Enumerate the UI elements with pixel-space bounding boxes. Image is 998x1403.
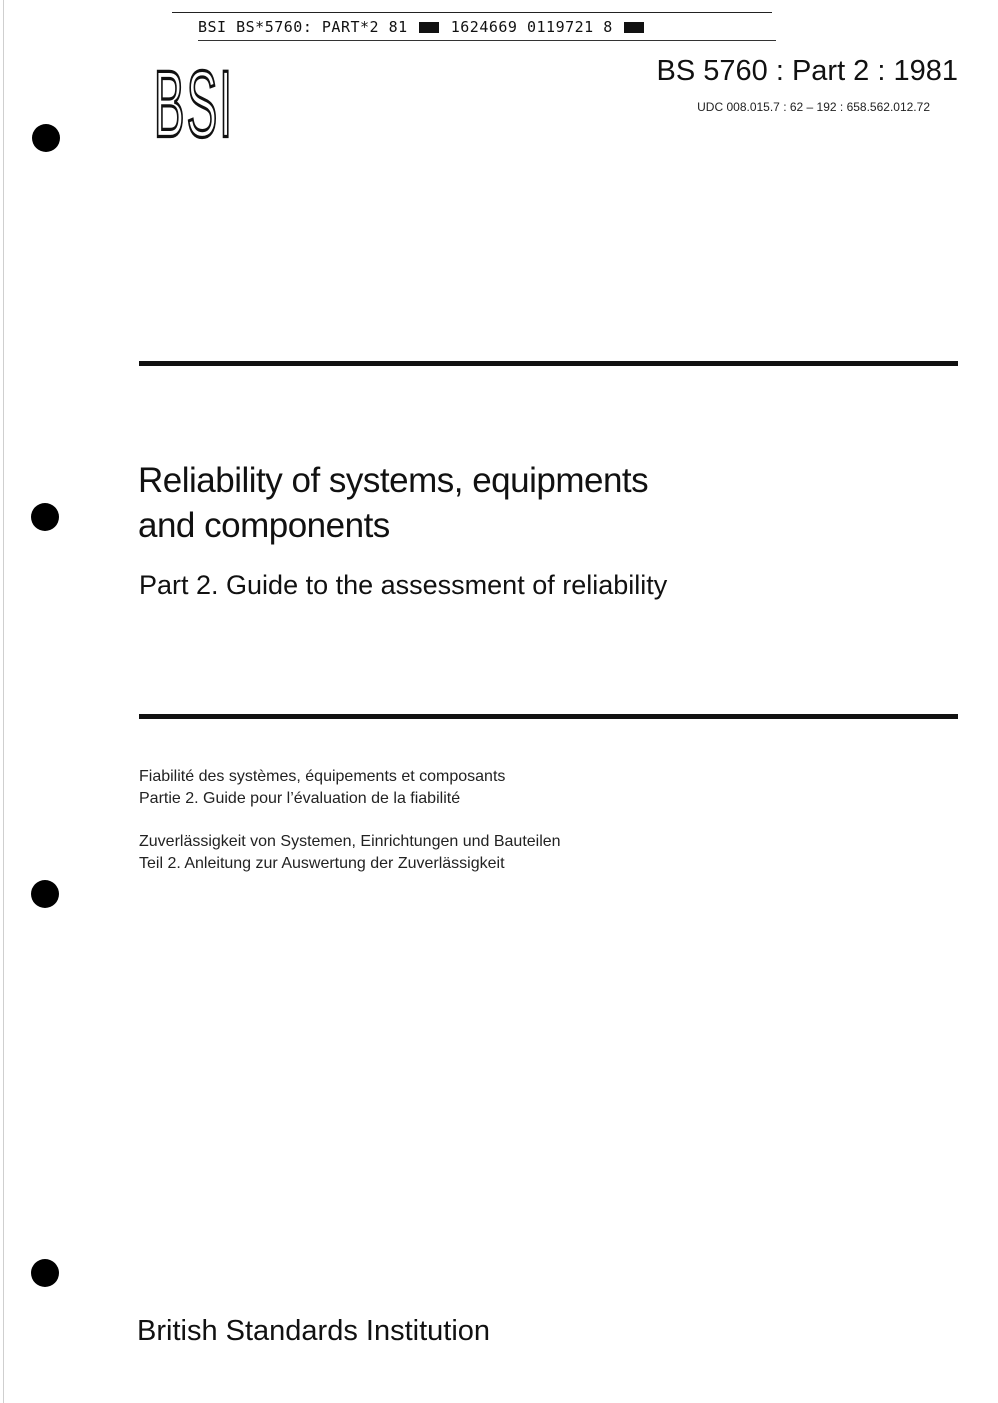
bsi-logo-text: BSI <box>153 58 235 152</box>
redaction-block <box>624 22 644 33</box>
punch-hole <box>31 503 59 531</box>
punch-hole <box>31 1259 59 1287</box>
french-title-line-2: Partie 2. Guide pour l’évaluation de la fiabilité <box>139 790 461 807</box>
top-edge-line <box>172 12 772 13</box>
divider-rule-bottom <box>139 714 958 719</box>
punch-hole <box>31 880 59 908</box>
german-title-line-2: Teil 2. Anleitung zur Auswertung der Zuverlässigkeit <box>139 855 505 872</box>
punch-hole <box>32 124 60 152</box>
divider-rule-top <box>139 361 958 366</box>
standard-number: BS 5760 : Part 2 : 1981 <box>656 55 958 87</box>
udc-code: UDC 008.015.7 : 62 – 192 : 658.562.012.72 <box>697 100 930 114</box>
bsi-logo <box>142 58 246 152</box>
title-line-1: Reliability of systems, equipments <box>138 461 649 500</box>
title-line-2: and components <box>138 506 390 545</box>
document-subtitle: Part 2. Guide to the assessment of reliability <box>139 570 668 600</box>
header-code-part1: BSI BS*5760: PART*2 81 <box>198 18 408 36</box>
header-code-part2: 1624669 0119721 8 <box>450 18 613 36</box>
redaction-block <box>419 22 439 33</box>
scan-edge-line <box>3 0 4 1403</box>
document-title <box>138 458 898 548</box>
german-title-line-1: Zuverlässigkeit von Systemen, Einrichtungen und Bauteilen <box>139 833 561 850</box>
header-underline <box>198 40 776 41</box>
publisher-name: British Standards Institution <box>137 1315 491 1347</box>
header-code <box>198 18 646 36</box>
french-title-line-1: Fiabilité des systèmes, équipements et composants <box>139 768 506 785</box>
